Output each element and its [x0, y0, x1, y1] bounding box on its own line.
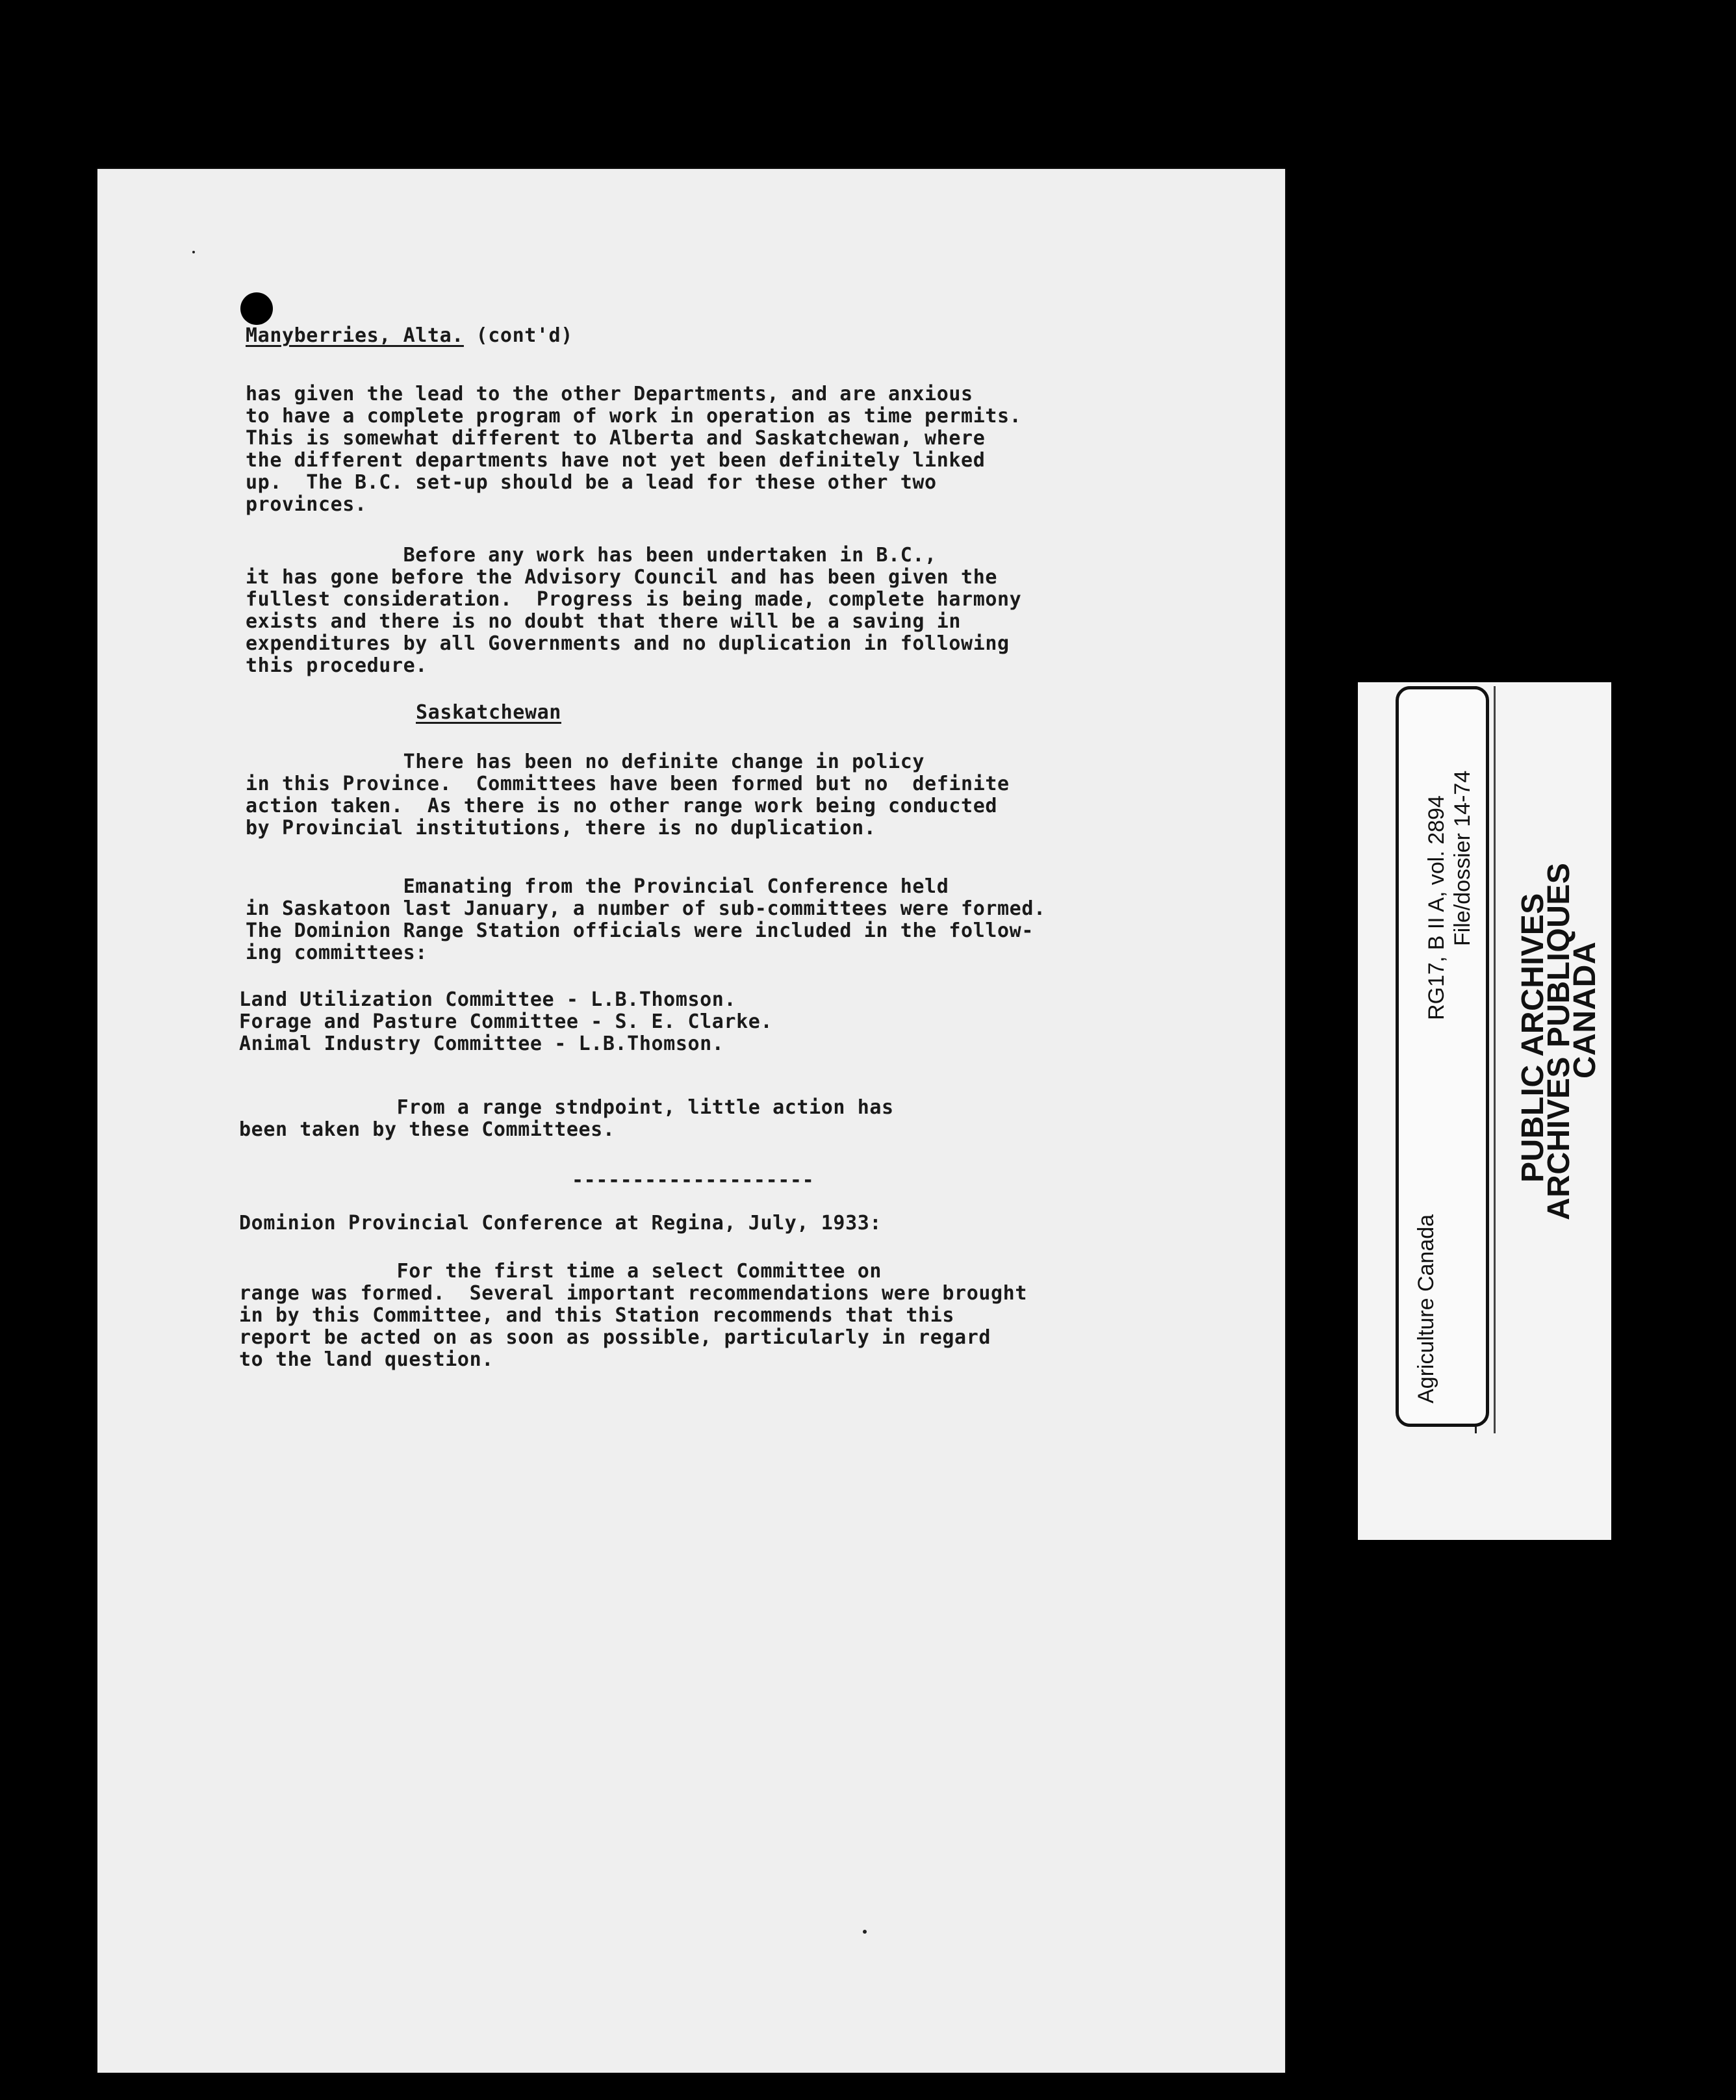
document-page — [97, 169, 1285, 2073]
document-heading-line — [246, 325, 573, 347]
text-line: in Saskatoon last January, a number of sub-committees were formed. — [246, 897, 1046, 920]
text-line: in by this Committee, and this Station recommends that this — [239, 1304, 955, 1327]
paragraph-6 — [239, 1261, 1027, 1371]
text-line: it has gone before the Advisory Council and has been given the — [246, 566, 998, 589]
text-line: by Provincial institutions, there is no duplication. — [246, 817, 876, 839]
text-line: in this Province. Committees have been formed but no definite — [246, 773, 1010, 795]
text-line: fullest consideration. Progress is being made, complete harmony — [246, 588, 1022, 611]
punch-hole — [240, 292, 273, 325]
archive-stamp-line-1: PUBLIC ARCHIVES — [1516, 893, 1550, 1183]
text-line: exists and there is no doubt that there will be a saving in — [246, 610, 962, 633]
paragraph-2 — [246, 544, 1021, 677]
archive-stamp-line-3: CANADA — [1568, 941, 1602, 1079]
archive-file-number: File/dossier 14-74 — [1450, 770, 1475, 946]
archive-reference: RG17, B II A, vol. 2894 — [1424, 795, 1449, 1020]
committee-list — [239, 989, 772, 1055]
text-line: There has been no definite change in policy — [246, 750, 925, 773]
text-line: the different departments have not yet been definitely linked — [246, 449, 986, 472]
archive-stamp-line-2: ARCHIVES PUBLIQUES — [1542, 862, 1576, 1220]
text-line: From a range stndpoint, little action has — [239, 1096, 894, 1119]
text-line: up. The B.C. set-up should be a lead for these other two — [246, 471, 937, 494]
text-line: provinces. — [246, 493, 367, 516]
text-line: to have a complete program of work in operation as time permits. — [246, 405, 1022, 428]
text-line: The Dominion Range Station officials were included in the follow- — [246, 919, 1034, 942]
conference-heading: Dominion Provincial Conference at Regina, July, 1933: — [239, 1212, 882, 1235]
scan-speck — [192, 251, 195, 253]
paragraph-3 — [246, 751, 1010, 839]
text-line: has given the lead to the other Departments, and are anxious — [246, 383, 973, 405]
committee-item: Land Utilization Committee - L.B.Thomson. — [239, 988, 737, 1011]
paper-speck — [863, 1930, 867, 1934]
text-line: expenditures by all Governments and no duplication in following — [246, 632, 1010, 655]
committee-item: Forage and Pasture Committee - S. E. Clarke. — [239, 1010, 773, 1033]
text-line: to the land question. — [239, 1348, 494, 1371]
text-line: been taken by these Committees. — [239, 1118, 615, 1141]
text-line: Emanating from the Provincial Conference held — [246, 875, 949, 898]
section-divider: -------------------- — [572, 1169, 815, 1192]
text-line: This is somewhat different to Alberta and Saskatchewan, where — [246, 427, 986, 450]
text-line: ing committees: — [246, 941, 428, 964]
paragraph-5 — [239, 1097, 894, 1141]
text-line: this procedure. — [246, 654, 428, 677]
text-line: action taken. As there is no other range work being conducted — [246, 795, 998, 817]
committee-item: Animal Industry Committee - L.B.Thomson. — [239, 1032, 724, 1055]
paragraph-4 — [246, 876, 1046, 964]
text-line: Before any work has been undertaken in B.C., — [246, 544, 937, 567]
text-line: range was formed. Several important recommendations were brought — [239, 1282, 1027, 1305]
heading-suffix: (cont'd) — [463, 324, 573, 347]
archive-department: Agriculture Canada — [1414, 1214, 1438, 1403]
section-heading: Saskatchewan — [416, 701, 561, 724]
text-line: report be acted on as soon as possible, particularly in regard — [239, 1326, 991, 1349]
paragraph-1 — [246, 383, 1021, 516]
text-line: For the first time a select Committee on — [239, 1260, 882, 1283]
location-heading: Manyberries, Alta. — [246, 324, 464, 347]
